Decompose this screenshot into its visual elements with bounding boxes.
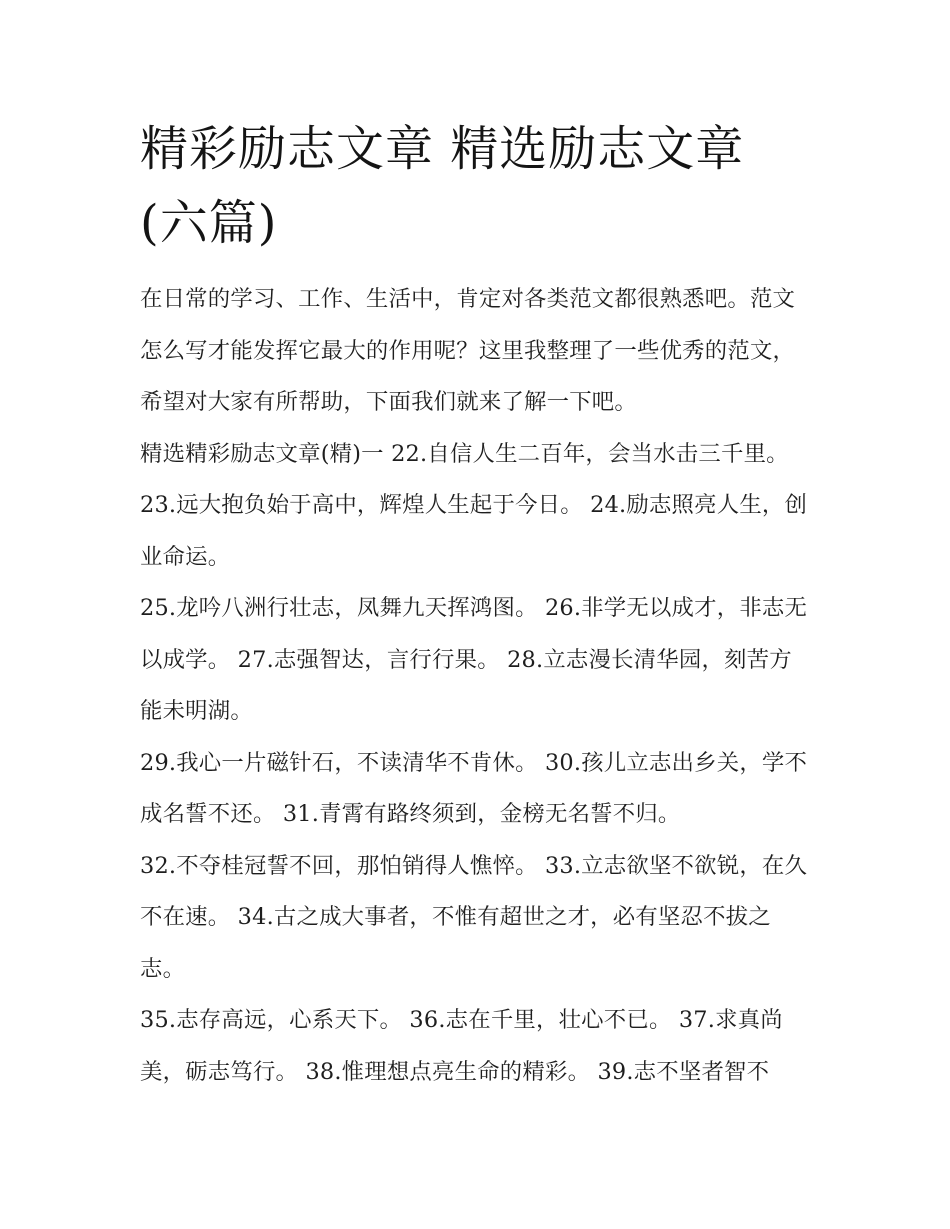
paragraph-intro: 在日常的学习、工作、生活中，肯定对各类范文都很熟悉吧。范文怎么写才能发挥它最大的作用呢？这里我整理了一些优秀的范文，希望对大家有所帮助，下面我们就来了解一下吧。 [140, 286, 796, 415]
paragraph-quotes-32-34: 32.不夺桂冠誓不回，那怕销得人憔悴。 33.立志欲坚不欲锐，在久不在速。 34.古之成大事者，不惟有超世之才，必有坚忍不拔之志。 [140, 852, 808, 982]
paragraph-quotes-35-39: 35.志存高远，心系天下。 36.志在千里，壮心不已。 37.求真尚美，砺志笃行。 38.惟理想点亮生命的精彩。 39.志不坚者智不 [140, 1007, 783, 1085]
document-title: 精彩励志文章 精选励志文章(六篇) [140, 121, 745, 251]
paragraph-quotes-29-31: 29.我心一片磁针石，不读清华不肯休。 30.孩儿立志出乡关，学不成名誓不还。 31.青霄有路终须到，金榜无名誓不归。 [140, 749, 808, 827]
paragraph-quotes-25-28: 25.龙吟八洲行壮志，凤舞九天挥鸿图。 26.非学无以成才，非志无以成学。 27.志强智达，言行行果。 28.立志漫长清华园，刻苦方能未明湖。 [140, 595, 808, 724]
document-body [140, 112, 812, 1098]
paragraph-quotes-22-24: 精选精彩励志文章(精)一 22.自信人生二百年，会当水击三千里。 23.远大抱负始于高中，辉煌人生起于今日。 24.励志照亮人生，创业命运。 [140, 440, 808, 570]
